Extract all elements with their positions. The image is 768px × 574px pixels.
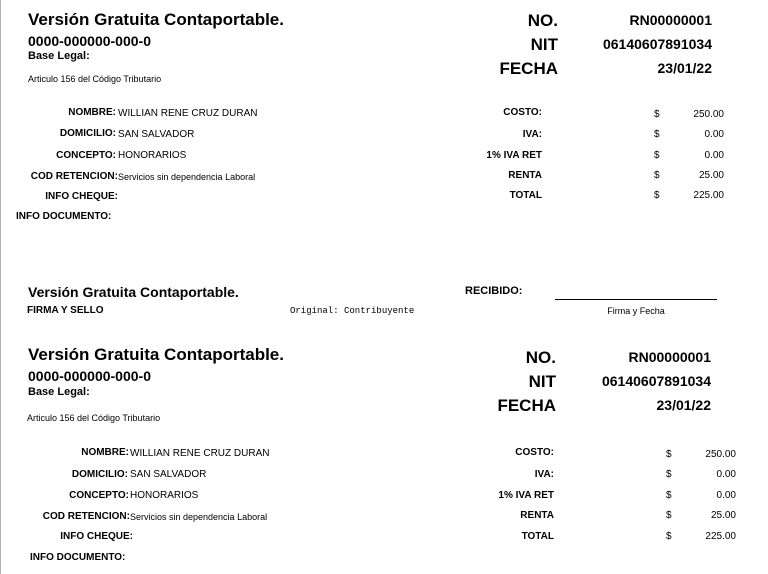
cod-retencion-label: COD RETENCION: <box>42 511 130 522</box>
firma-fecha-caption: Firma y Fecha <box>607 306 665 316</box>
company-title: Versión Gratuita Contaportable. <box>28 345 284 364</box>
firma-sello-label: FIRMA Y SELLO <box>27 305 104 316</box>
currency-symbol: $ <box>666 469 672 480</box>
costo-label: COSTO: <box>503 107 542 118</box>
company-title: Versión Gratuita Contaportable. <box>28 10 284 29</box>
info-documento-label: INFO DOCUMENTO: <box>16 211 112 222</box>
fecha-label: FECHA <box>497 396 556 415</box>
total-label: TOTAL <box>509 190 542 201</box>
currency-symbol: $ <box>654 150 660 161</box>
concepto-value: HONORARIOS <box>118 150 187 161</box>
nit-value: 06140607891034 <box>601 373 711 389</box>
iva-ret-label: 1% IVA RET <box>498 490 554 501</box>
iva-value: 0.00 <box>716 469 736 480</box>
concepto-value: HONORARIOS <box>130 490 199 501</box>
costo-value: 250.00 <box>693 109 724 120</box>
page-left-border <box>0 0 1 574</box>
total-value: 225.00 <box>693 190 724 201</box>
domicilio-label: DOMICILIO: <box>59 128 116 139</box>
nombre-label: NOMBRE: <box>81 447 129 458</box>
iva-label: IVA: <box>534 469 554 480</box>
concepto-label: CONCEPTO: <box>56 150 116 161</box>
base-legal-label: Base Legal: <box>28 386 90 398</box>
renta-value: 25.00 <box>698 170 724 181</box>
info-documento-label: INFO DOCUMENTO: <box>30 552 126 563</box>
currency-symbol: $ <box>654 170 660 181</box>
cod-retencion-label: COD RETENCION: <box>30 171 118 182</box>
info-cheque-label: INFO CHEQUE: <box>60 531 133 542</box>
nombre-value: WILLIAN RENE CRUZ DURAN <box>130 448 270 459</box>
nit-label: NIT <box>530 35 558 54</box>
original-contribuyente-text: Original: Contribuyente <box>290 306 415 316</box>
iva-value: 0.00 <box>704 129 724 140</box>
fecha-label: FECHA <box>499 59 558 78</box>
iva-ret-label: 1% IVA RET <box>486 150 542 161</box>
nombre-value: WILLIAN RENE CRUZ DURAN <box>118 108 258 119</box>
cod-retencion-value: Servicios sin dependencia Laboral <box>118 172 256 182</box>
no-value: RN00000001 <box>629 12 712 28</box>
iva-ret-value: 0.00 <box>716 490 736 501</box>
total-label: TOTAL <box>521 531 554 542</box>
info-cheque-label: INFO CHEQUE: <box>45 191 118 202</box>
no-label: NO. <box>525 348 556 367</box>
renta-label: RENTA <box>520 510 554 521</box>
nit-label: NIT <box>528 372 556 391</box>
signature-line <box>555 299 717 300</box>
domicilio-label: DOMICILIO: <box>71 469 128 480</box>
iva-label: IVA: <box>522 129 542 140</box>
currency-symbol: $ <box>666 490 672 501</box>
currency-symbol: $ <box>666 510 672 521</box>
fecha-value: 23/01/22 <box>656 397 711 413</box>
nit-value: 06140607891034 <box>602 36 712 52</box>
renta-label: RENTA <box>508 170 542 181</box>
base-legal-text: Articulo 156 del Código Tributario <box>28 74 162 84</box>
base-legal-text: Articulo 156 del Código Tributario <box>27 413 161 423</box>
iva-ret-value: 0.00 <box>704 150 724 161</box>
domicilio-value: SAN SALVADOR <box>130 469 207 480</box>
costo-value: 250.00 <box>705 449 736 460</box>
footer-title: Versión Gratuita Contaportable. <box>28 284 239 300</box>
no-label: NO. <box>527 11 558 30</box>
currency-symbol: $ <box>654 190 660 201</box>
domicilio-value: SAN SALVADOR <box>118 129 195 140</box>
base-legal-label: Base Legal: <box>28 50 90 62</box>
currency-symbol: $ <box>666 531 672 542</box>
fecha-value: 23/01/22 <box>657 60 712 76</box>
cod-retencion-value: Servicios sin dependencia Laboral <box>130 512 268 522</box>
currency-symbol: $ <box>654 129 660 140</box>
total-value: 225.00 <box>705 531 736 542</box>
currency-symbol: $ <box>654 109 660 120</box>
no-value: RN00000001 <box>628 349 711 365</box>
costo-label: COSTO: <box>515 447 554 458</box>
currency-symbol: $ <box>666 449 672 460</box>
concepto-label: CONCEPTO: <box>69 490 129 501</box>
renta-value: 25.00 <box>710 510 736 521</box>
company-code: 0000-000000-000-0 <box>28 33 151 49</box>
recibido-label: RECIBIDO: <box>465 285 523 297</box>
company-code: 0000-000000-000-0 <box>28 368 151 384</box>
nombre-label: NOMBRE: <box>68 107 116 118</box>
